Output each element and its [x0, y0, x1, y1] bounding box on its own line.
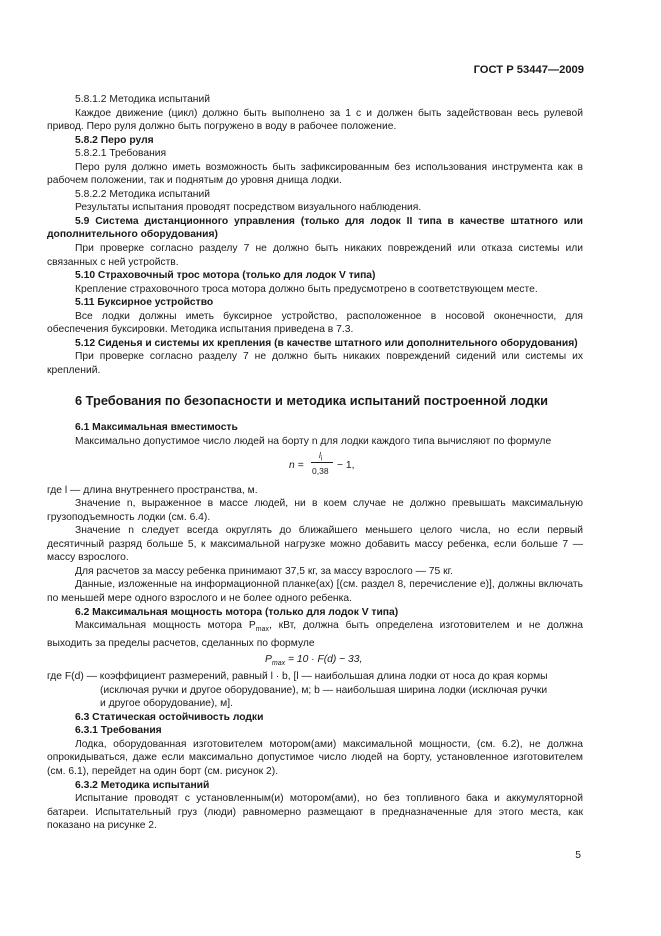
formula-denominator: 0,38	[312, 465, 329, 476]
document-body	[47, 93, 583, 833]
clause-5-10-title: 5.10 Страховочный трос мотора (только для лодок V типа)	[75, 270, 376, 282]
clause-6-3-1-title: 6.3.1 Требования	[75, 725, 162, 737]
paragraph: Каждое движение (цикл) должно быть выполнено за 1 с и должен быть задействован весь рулевой привод. Перо руля должно быть погружено в воду в рабочее положение.	[47, 107, 583, 133]
formula-where: где F(d) — коэффициент размерений, равный l · b, [l — наибольшая длина лодки от носа до края кормы	[47, 671, 548, 683]
clause-5-8-2-title: 5.8.2 Перо руля	[75, 134, 154, 146]
section-6-heading: 6 Требования по безопасности и методика испытаний построенной лодки	[75, 393, 548, 409]
clause-5-9-title: 5.9 Система дистанционного управления (только для лодок II типа в качестве штатного или дополнительного оборудования)	[47, 215, 583, 241]
paragraph: Крепление страховочного троса мотора должно быть предусмотрено в соответствующем месте.	[75, 283, 538, 295]
formula-power-expression: $P_{max} = 10 \cdot F(d) - 33$,	[265, 654, 363, 668]
paragraph: Для расчетов за массу ребенка принимают 37,5 кг, за массу взрослого — 75 кг.	[75, 565, 453, 577]
clause-6-3-2-title: 6.3.2 Методика испытаний	[75, 779, 210, 791]
clause-6-3-title: 6.3 Статическая остойчивость лодки	[75, 711, 264, 723]
paragraph: Максимально допустимое число людей на борту n для лодки каждого типа вычисляют по формуле	[75, 436, 552, 448]
clause-6-1-title: 6.1 Максимальная вместимость	[75, 422, 238, 434]
clause-5-8-2-2-title: 5.8.2.2 Методика испытаний	[75, 188, 211, 200]
clause-5-8-1-2-title: 5.8.1.2 Методика испытаний	[75, 94, 211, 105]
document-header: ГОСТ Р 53447—2009	[473, 64, 584, 76]
clause-5-12-title: 5.12 Сиденья и системы их крепления (в качестве штатного или дополнительного оборудования)	[75, 337, 578, 349]
paragraph: При проверке согласно разделу 7 не должно быть никаких повреждений или отказа системы или связанных с ней устройств.	[47, 243, 583, 268]
paragraph: Максимальная мощность мотора $P_{max}$, кВт, должна быть определена изготовителем и не должна выходить за пределы расчетов, сделанных по формуле	[47, 620, 583, 649]
clause-5-8-2-1-title: 5.8.2.1 Требования	[75, 148, 167, 160]
page-number: 5	[575, 850, 581, 861]
formula-tail: − 1,	[337, 459, 355, 471]
formula-where-cont: (исключая ручки и другое оборудование), м; b — наибольшая ширина лодки (исключая ручки	[100, 684, 548, 696]
formula-power	[47, 653, 583, 667]
formula-where: где l — длина внутреннего пространства, м.	[47, 484, 258, 496]
formula-numerator: $l_i$	[319, 450, 323, 463]
formula-lhs: n =	[289, 459, 304, 471]
clause-5-11-title: 5.11 Буксирное устройство	[75, 297, 214, 309]
formula-capacity	[47, 452, 583, 480]
formula-where-cont: и другое оборудование), м].	[100, 698, 233, 710]
paragraph: Все лодки должны иметь буксирное устройство, расположенное в носовой оконечности, для обеспечения буксировки. Методика испытания приведена в 7.3.	[47, 310, 583, 336]
paragraph: Перо руля должно иметь возможность быть зафиксированным без использования инструмента как в рабочем положении, так и поднятым до уровня днища лодки.	[47, 161, 583, 187]
fraction-bar	[311, 462, 333, 463]
clause-6-2-title: 6.2 Максимальная мощность мотора (только для лодок V типа)	[75, 606, 399, 618]
paragraph: При проверке согласно разделу 7 не должно быть никаких повреждений сидений или системы их креплений.	[47, 351, 583, 376]
paragraph: Значение n следует всегда округлять до ближайшего меньшего целого числа, но если первый десятичный разряд больше 5, к максимальной нагрузке можно добавить массу ребенка, если больше 7 — массу взрослого.	[47, 525, 583, 564]
paragraph: Лодка, оборудованная изготовителем мотором(ами) максимальной мощности, (см. 6.2), не должна опрокидываться, даже если максимально допустимое число людей на борту, установленное изготовителем (см. 6.1), перейдет на один борт (см. рисунок 2).	[47, 738, 583, 778]
paragraph: Значение n, выраженное в массе людей, ни в коем случае не должно превышать максимальную грузоподъемность лодки (см. 6.4).	[47, 498, 583, 523]
paragraph: Результаты испытания проводят посредством визуального наблюдения.	[75, 202, 422, 214]
paragraph: Испытание проводят с установленным(и) мотором(ами), но без топливного бака и аккумуляторной батареи. Испытательный груз (люди) равномерно размещают в предназначенные для этого места, как показано на рисунке 2.	[47, 793, 583, 832]
paragraph: Данные, изложенные на информационной планке(ах) [(см. раздел 8, перечисление е)], должны включать по меньшей мере одного взрослого и не более одного ребенка.	[47, 579, 583, 604]
